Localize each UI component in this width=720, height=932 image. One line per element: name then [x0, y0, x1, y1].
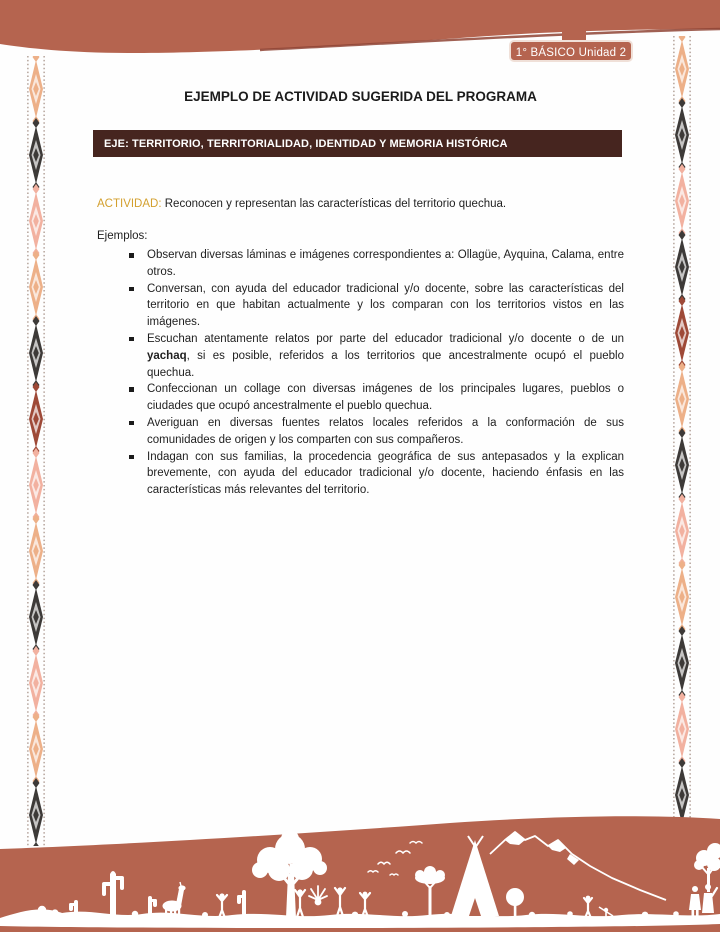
examples-list	[97, 247, 624, 499]
bullet-square-icon	[129, 337, 134, 342]
bullet-square-icon	[129, 253, 134, 258]
activity-text: Reconocen y representan las características del territorio quechua.	[161, 198, 507, 210]
eje-heading-bar	[93, 130, 622, 157]
unit-badge-label: 1° BÁSICO Unidad 2	[515, 47, 627, 59]
bullet-square-icon	[129, 287, 134, 292]
list-item-text: Escuchan atentamente relatos por parte del educador tradicional y/o docente o de un	[147, 332, 624, 345]
footer-illustration	[0, 812, 720, 932]
right-pattern-border	[673, 36, 691, 832]
list-item	[97, 247, 624, 281]
list-item-text: Observan diversas láminas e imágenes correspondientes a: Ollagüe, Ayquina, Calama, entre otros.	[147, 249, 624, 278]
list-item-text: Conversan, con ayuda del educador tradicional y/o docente, sobre las características del territorio en que habitan actualmente y los comparan con los territorios vistos en las imágenes.	[147, 282, 624, 329]
left-pattern-border	[27, 56, 45, 846]
activity-label: ACTIVIDAD:	[97, 198, 162, 210]
eje-heading-label: EJE: TERRITORIO, TERRITORIALIDAD, IDENTIDAD Y MEMORIA HISTÓRICA	[104, 137, 508, 150]
examples-heading: Ejemplos:	[97, 230, 148, 242]
list-item-text: Indagan con sus familias, la procedencia geográfica de sus antepasados y la explican brevemente, con ayuda del educador tradicional y/o docente, haciendo énfasis en las características más relevantes del territorio.	[147, 450, 624, 497]
list-item	[97, 281, 624, 331]
list-item-text: Confeccionan un collage con diversas imágenes de los principales lugares, pueblos o ciudades que ocupó ancestralmente el pueblo quechua.	[147, 383, 624, 413]
unit-badge	[509, 40, 633, 62]
list-item-bold: yachaq	[147, 349, 187, 362]
list-item-text: Averiguan en diversas fuentes relatos locales referidos a la conformación de sus comunidades de origen y los comparten con sus compañeros.	[147, 416, 624, 446]
bullet-square-icon	[129, 455, 134, 460]
page-title: EJEMPLO DE ACTIVIDAD SUGERIDA DEL PROGRAMA	[184, 89, 537, 104]
bullet-square-icon	[129, 421, 134, 426]
list-item	[97, 331, 624, 381]
activity-line	[97, 196, 624, 212]
list-item	[97, 415, 624, 449]
list-item	[97, 449, 624, 499]
list-item	[97, 381, 624, 415]
list-item-text: , si es posible, referidos a los territorios que ancestralmente ocupó el pueblo quechua.	[147, 349, 624, 379]
bullet-square-icon	[129, 387, 134, 392]
